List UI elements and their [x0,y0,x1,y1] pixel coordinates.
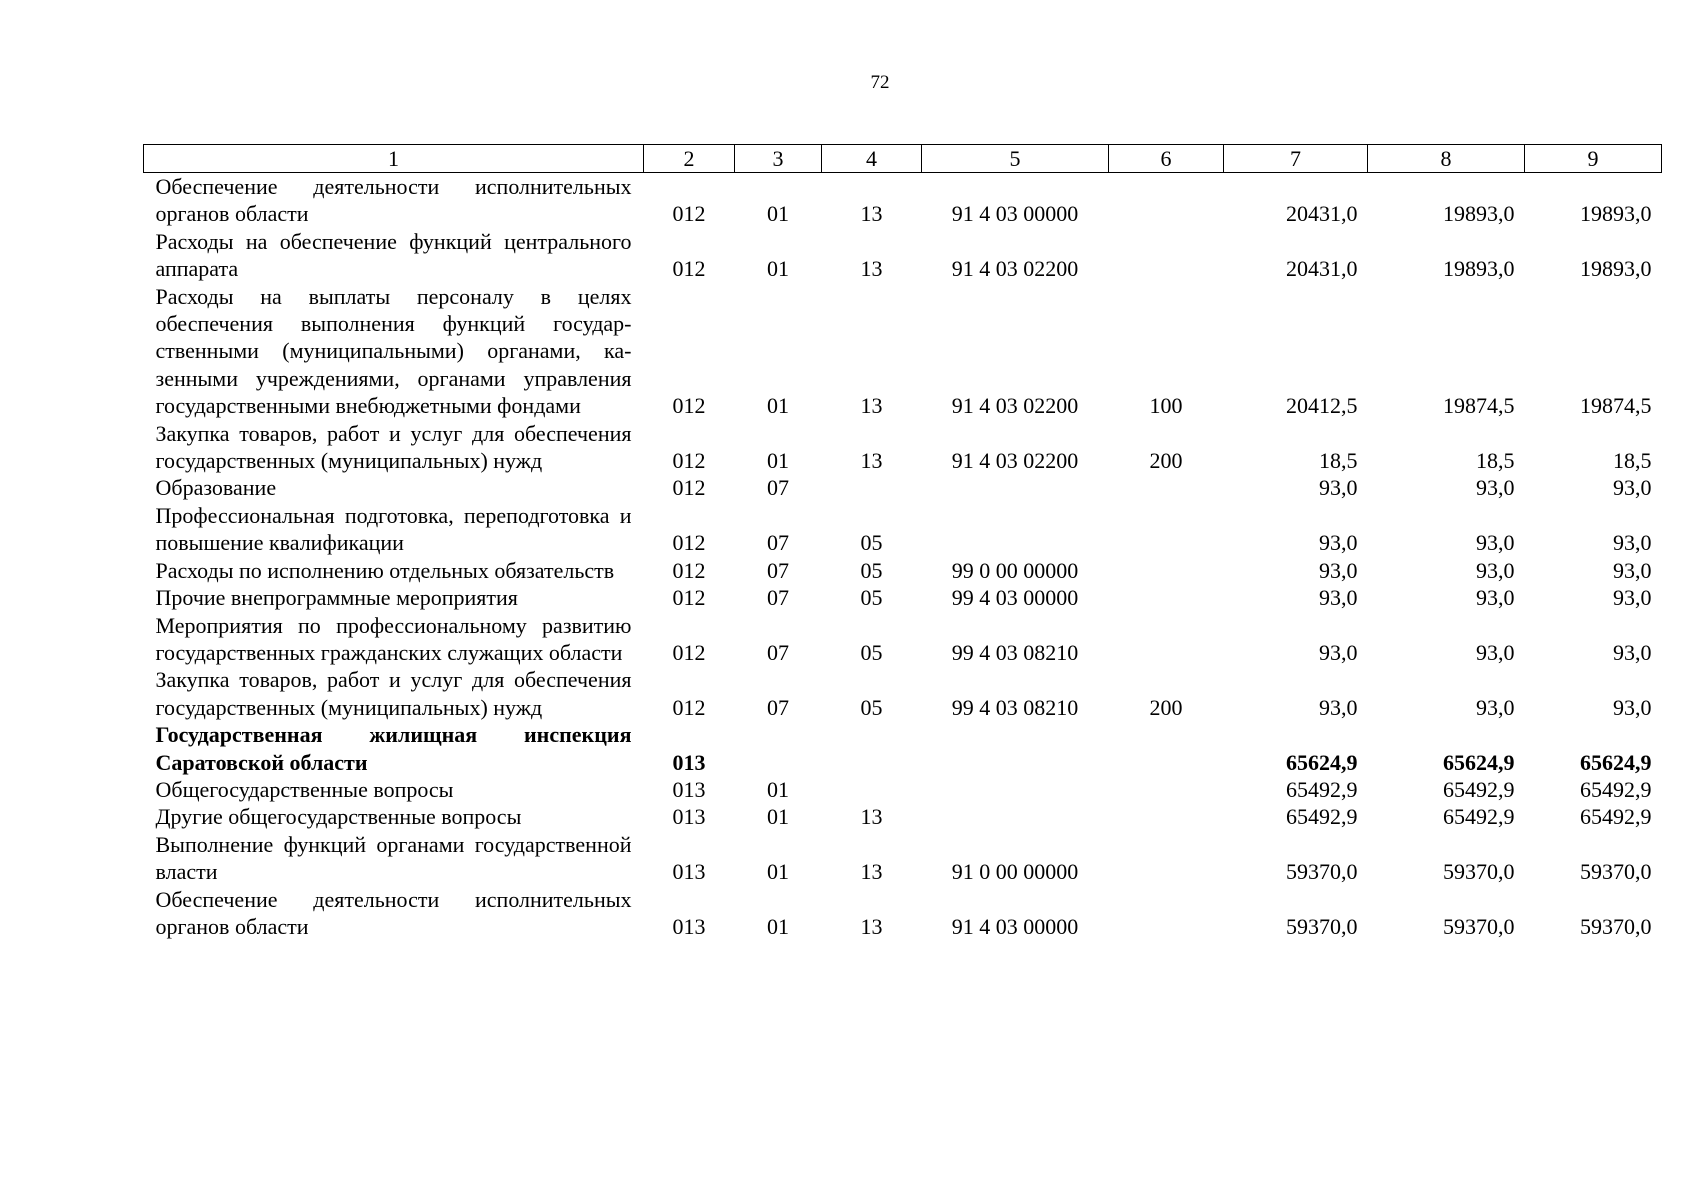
column-header: 9 [1525,145,1662,173]
section-code: 01 [767,859,789,885]
expense-kind [1109,612,1224,667]
row-name: Государственная жилищная инспекция Саратовской области [155,722,632,775]
table-row [144,557,1662,584]
expense-kind [1109,474,1224,501]
ministry-code: 012 [672,448,706,474]
expense-kind: 200 [1149,694,1183,720]
table-row [144,721,1662,776]
ministry-code: 012 [672,694,706,720]
table-row [144,612,1662,667]
amount-year-1: 20412,5 [1286,393,1358,419]
ministry-code: 013 [672,913,706,939]
subsection-code: 13 [860,393,883,419]
amount-year-2: 18,5 [1476,448,1515,474]
target-article [922,502,1109,557]
amount-year-1: 20431,0 [1286,201,1358,227]
target-article: 91 4 03 02200 [951,256,1079,282]
target-article: 99 0 00 00000 [951,557,1079,583]
subsection-code [822,474,922,501]
target-article: 91 4 03 02200 [951,393,1079,419]
row-name: Другие общегосударственные вопросы [155,804,522,830]
table-row [144,886,1662,941]
expense-kind [1109,776,1224,803]
amount-year-2: 65492,9 [1443,776,1515,802]
amount-year-2: 93,0 [1476,694,1515,720]
target-article [922,776,1109,803]
ministry-code: 012 [672,256,706,282]
amount-year-1: 59370,0 [1286,859,1358,885]
target-article [922,803,1109,830]
amount-year-3: 19874,5 [1580,393,1652,419]
amount-year-2: 93,0 [1476,557,1515,583]
target-article: 91 4 03 00000 [951,201,1079,227]
subsection-code: 13 [860,448,883,474]
row-name: Общегосударственные вопросы [155,776,454,802]
table-row [144,776,1662,803]
expense-kind [1109,831,1224,886]
expense-kind [1109,803,1224,830]
row-name: Обеспечение деятельности исполнительных органов области [155,174,632,227]
target-article [922,474,1109,501]
section-code: 01 [767,201,789,227]
section-code: 07 [767,639,789,665]
subsection-code: 13 [860,913,883,939]
amount-year-2: 19893,0 [1443,201,1515,227]
amount-year-2: 93,0 [1476,530,1515,556]
row-name: Расходы на обеспечение функций центрального аппарата [155,228,632,282]
table-row [144,420,1662,475]
target-article: 99 4 03 08210 [951,694,1079,720]
expense-kind [1109,886,1224,941]
section-code: 07 [767,694,789,720]
table-row [144,474,1662,501]
target-article: 91 4 03 00000 [951,913,1079,939]
section-code: 01 [767,913,789,939]
ministry-code: 012 [672,530,706,556]
expense-kind: 200 [1149,448,1183,474]
row-name: Расходы на выплаты персоналу в целях обеспечения выполнения функций государственными (муниципальными) органами, казенными учреждениями, органами управления государственными внебюджетными фондами [155,283,632,419]
amount-year-3: 19893,0 [1580,201,1652,227]
amount-year-1: 93,0 [1319,475,1358,501]
amount-year-3: 93,0 [1613,639,1652,665]
subsection-code: 13 [860,804,883,830]
amount-year-2: 59370,0 [1443,859,1515,885]
amount-year-1: 93,0 [1319,530,1358,556]
target-article [922,721,1109,776]
target-article: 99 4 03 08210 [951,639,1079,665]
header-row [144,145,1662,173]
row-name: Мероприятия по профессиональному развитию государственных гражданских служащих области [155,612,632,665]
section-code: 07 [767,475,789,501]
subsection-code: 05 [860,530,883,556]
amount-year-2: 93,0 [1476,475,1515,501]
table-row [144,803,1662,830]
subsection-code: 13 [860,256,883,282]
ministry-code: 012 [672,639,706,665]
ministry-code: 012 [672,557,706,583]
budget-table [143,144,1662,940]
amount-year-3: 93,0 [1613,475,1652,501]
expense-kind [1109,721,1224,776]
row-name: Прочие внепрограммные мероприятия [155,585,518,611]
amount-year-1: 59370,0 [1286,913,1358,939]
subsection-code: 13 [860,201,883,227]
amount-year-3: 65492,9 [1580,804,1652,830]
ministry-code: 013 [672,749,706,775]
subsection-code: 05 [860,694,883,720]
target-article: 91 0 00 00000 [951,859,1079,885]
ministry-code: 013 [672,804,706,830]
amount-year-1: 93,0 [1319,557,1358,583]
table-row [144,228,1662,283]
amount-year-3: 65492,9 [1580,776,1652,802]
amount-year-2: 19893,0 [1443,256,1515,282]
table-row [144,502,1662,557]
subsection-code [822,776,922,803]
column-header: 6 [1109,145,1224,173]
table-row [144,666,1662,721]
column-header: 5 [922,145,1109,173]
amount-year-2: 65492,9 [1443,804,1515,830]
amount-year-3: 59370,0 [1580,913,1652,939]
amount-year-3: 93,0 [1613,585,1652,611]
page-number: 72 [870,72,890,93]
target-article: 91 4 03 02200 [951,448,1079,474]
amount-year-2: 93,0 [1476,639,1515,665]
amount-year-1: 93,0 [1319,694,1358,720]
expense-kind [1109,557,1224,584]
amount-year-1: 65492,9 [1286,804,1358,830]
amount-year-3: 59370,0 [1580,859,1652,885]
section-code: 01 [767,393,789,419]
ministry-code: 012 [672,585,706,611]
amount-year-2: 59370,0 [1443,913,1515,939]
amount-year-1: 65624,9 [1286,749,1358,775]
row-name: Обеспечение деятельности исполнительных органов области [155,886,632,939]
amount-year-2: 65624,9 [1443,749,1515,775]
amount-year-1: 20431,0 [1286,256,1358,282]
ministry-code: 012 [672,201,706,227]
expense-kind [1109,228,1224,283]
section-code: 01 [767,804,789,830]
amount-year-1: 18,5 [1319,448,1358,474]
column-header: 7 [1224,145,1368,173]
table-row [144,584,1662,611]
amount-year-3: 93,0 [1613,694,1652,720]
section-code [735,721,822,776]
row-name: Профессиональная подготовка, переподготовка и повышение квалификации [155,502,632,556]
amount-year-2: 19874,5 [1443,393,1515,419]
row-name: Закупка товаров, работ и услуг для обеспечения государственных (муниципальных) нужд [155,667,632,720]
subsection-code [822,721,922,776]
amount-year-2: 93,0 [1476,585,1515,611]
subsection-code: 05 [860,585,883,611]
amount-year-1: 93,0 [1319,639,1358,665]
column-header: 8 [1368,145,1525,173]
section-code: 01 [767,776,789,802]
row-name: Расходы по исполнению отдельных обязательств [155,557,615,583]
amount-year-1: 65492,9 [1286,776,1358,802]
subsection-code: 13 [860,859,883,885]
subsection-code: 05 [860,557,883,583]
amount-year-3: 18,5 [1613,448,1652,474]
section-code: 01 [767,256,789,282]
target-article: 99 4 03 00000 [951,585,1079,611]
ministry-code: 012 [672,393,706,419]
column-header: 2 [644,145,735,173]
column-header: 4 [822,145,922,173]
amount-year-1: 93,0 [1319,585,1358,611]
section-code: 07 [767,530,789,556]
ministry-code: 012 [672,475,706,501]
table-row [144,283,1662,420]
row-name: Выполнение функций органами государственной власти [155,831,632,885]
table-row [144,173,1662,228]
section-code: 07 [767,557,789,583]
column-header: 1 [144,145,644,173]
column-header: 3 [735,145,822,173]
ministry-code: 013 [672,776,706,802]
subsection-code: 05 [860,639,883,665]
section-code: 07 [767,585,789,611]
expense-kind [1109,173,1224,228]
row-name: Закупка товаров, работ и услуг для обеспечения государственных (муниципальных) нужд [155,420,632,474]
expense-kind [1109,502,1224,557]
amount-year-3: 65624,9 [1580,749,1652,775]
expense-kind: 100 [1149,393,1183,419]
amount-year-3: 19893,0 [1580,256,1652,282]
row-name: Образование [155,475,277,501]
expense-kind [1109,584,1224,611]
table-row [144,831,1662,886]
amount-year-3: 93,0 [1613,557,1652,583]
section-code: 01 [767,448,789,474]
amount-year-3: 93,0 [1613,530,1652,556]
ministry-code: 013 [672,859,706,885]
